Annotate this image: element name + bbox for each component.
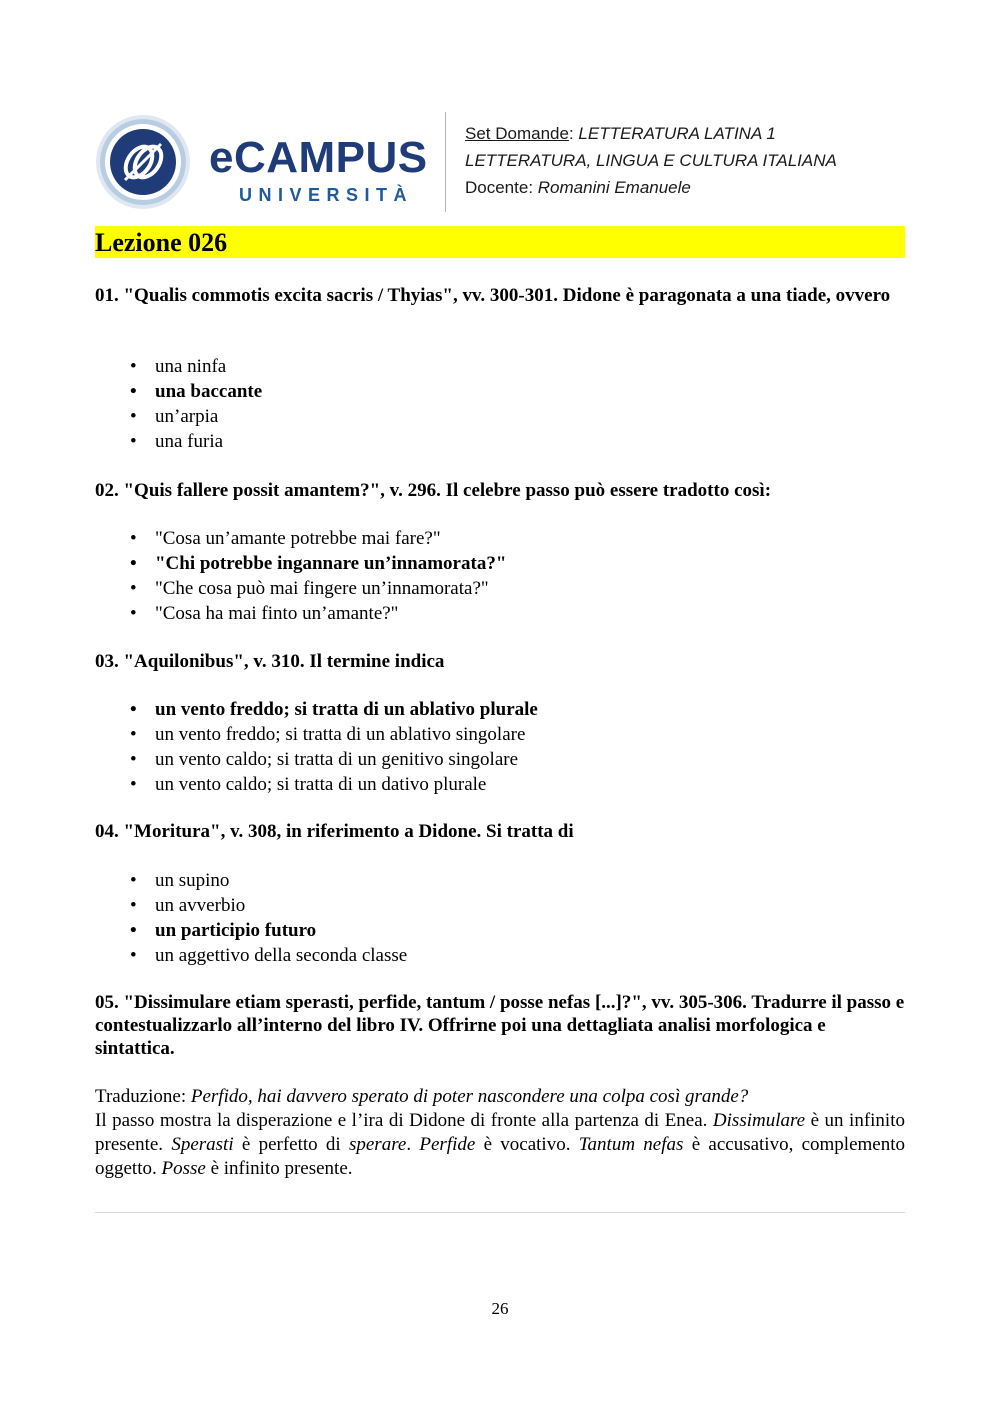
analysis-paragraph — [95, 1109, 905, 1181]
analysis-term: Tantum nefas — [578, 1134, 684, 1155]
option-list — [95, 697, 905, 797]
option-item: • "Cosa ha mai finto un’amante?" — [95, 601, 905, 626]
analysis-text: . — [406, 1134, 420, 1155]
option-item: • "Cosa un’amante potrebbe mai fare?" — [95, 526, 905, 551]
question-title: 05. "Dissimulare etiam sperasti, perfide, tantum / posse nefas [...]?", vv. 305-306. Tradurre il passo e contestualizzarlo all’interno del libro IV. Offrirne poi una dettagliata analisi morfologica e sintattica. — [95, 992, 905, 1059]
analysis-term: Sperasti — [171, 1134, 234, 1155]
university-seal-icon — [95, 114, 191, 210]
set-value: LETTERATURA LATINA 1 — [578, 124, 776, 143]
docente-label: Docente — [465, 178, 529, 197]
analysis-text: Il passo mostra la disperazione e l’ira di Didone di fronte alla partenza di Enea. — [95, 1110, 713, 1131]
question-title: 04. "Moritura", v. 308, in riferimento a Didone. Si tratta di — [95, 821, 574, 842]
footer-rule — [95, 1212, 905, 1213]
analysis-term: Perfide — [419, 1134, 476, 1155]
set-line-2 — [465, 147, 837, 174]
header-divider — [445, 112, 446, 212]
docente-value: Romanini Emanuele — [537, 178, 691, 197]
option-item: • un avverbio — [95, 893, 905, 918]
translation-label: Traduzione: — [95, 1086, 191, 1107]
option-list — [95, 868, 905, 968]
option-item: • "Che cosa può mai fingere un’innamorata?" — [95, 576, 905, 601]
option-item: • una ninfa — [95, 354, 905, 379]
answer-text — [95, 1085, 905, 1181]
analysis-term: Posse — [161, 1158, 206, 1179]
analysis-term: Dissimulare — [712, 1110, 806, 1131]
option-item: • un vento caldo; si tratta di un dativo plurale — [95, 772, 905, 797]
set-line: Set Domande: LETTERATURA LATINA 1 — [465, 124, 776, 143]
option-item: • un vento freddo; si tratta di un ablativo singolare — [95, 722, 905, 747]
ecampus-logo — [209, 133, 428, 206]
analysis-text: è infinito presente. — [205, 1158, 353, 1179]
set-info — [465, 120, 837, 201]
option-item: • un aggettivo della seconda classe — [95, 943, 905, 968]
option-item: • un supino — [95, 868, 905, 893]
option-item-correct: • "Chi potrebbe ingannare un’innamorata?" — [95, 551, 905, 576]
option-list — [95, 354, 905, 454]
translation-text: Perfido, hai davvero sperato di poter nascondere una colpa così grande? — [190, 1086, 749, 1107]
option-item-correct: • un vento freddo; si tratta di un ablativo plurale — [95, 697, 905, 722]
option-item-correct: • una baccante — [95, 379, 905, 404]
option-item: • un’arpia — [95, 404, 905, 429]
option-list — [95, 526, 905, 626]
logo-brand: eCAMPUS — [209, 133, 428, 182]
page-header — [95, 110, 905, 214]
question-title: 02. "Quis fallere possit amantem?", v. 296. Il celebre passo può essere tradotto così: — [95, 480, 772, 501]
lesson-title: Lezione 026 — [95, 226, 905, 258]
option-item-correct: • un participio futuro — [95, 918, 905, 943]
option-item: • un vento caldo; si tratta di un genitivo singolare — [95, 747, 905, 772]
analysis-text: è accusativo, complemento oggetto. — [95, 1134, 906, 1179]
logo-sub: UNIVERSITÀ — [239, 185, 414, 205]
translation-line — [95, 1085, 905, 1109]
analysis-text: è vocativo. — [475, 1134, 579, 1155]
analysis-term: sperare — [348, 1134, 407, 1155]
question-title: 01. "Qualis commotis excita sacris / Thyias", vv. 300-301. Didone è paragonata a una tiade, ovvero — [95, 285, 891, 306]
set-label: Set Domande — [465, 124, 569, 143]
docente-line: Docente: Romanini Emanuele — [465, 178, 691, 197]
question-title: 03. "Aquilonibus", v. 310. Il termine indica — [95, 651, 445, 672]
option-item: • una furia — [95, 429, 905, 454]
page-number: 26 — [491, 1299, 509, 1318]
set-value-2: LETTERATURA, LINGUA E CULTURA ITALIANA — [465, 151, 837, 170]
analysis-text: è un infinito presente. — [95, 1110, 905, 1155]
analysis-text: è perfetto di — [233, 1134, 349, 1155]
